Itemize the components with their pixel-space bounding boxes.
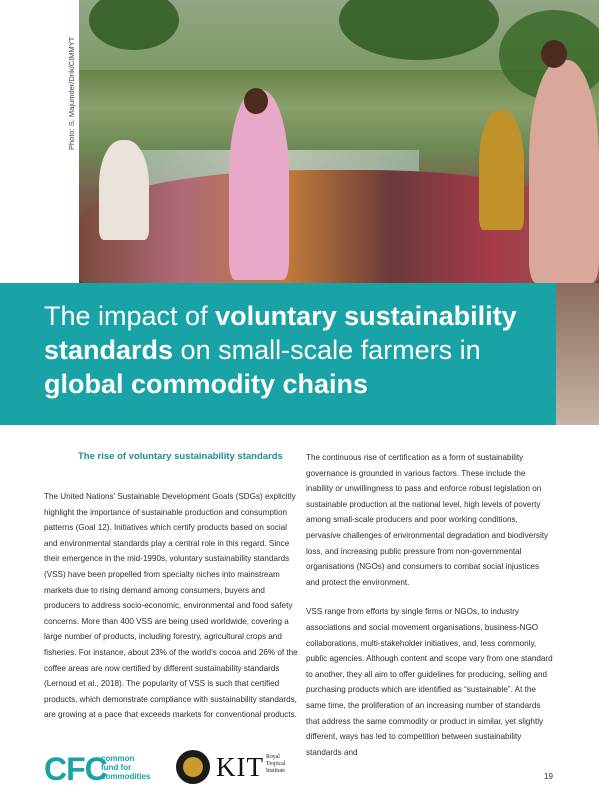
- page-number: 19: [544, 772, 553, 781]
- kit-line: Institute: [266, 768, 285, 774]
- cfc-line: commodities: [101, 772, 151, 781]
- title-part: on small-scale farmers in: [173, 335, 481, 365]
- kit-logo-text: [266, 754, 285, 775]
- photo-speaker: [229, 90, 289, 280]
- cfc-logo-text: [101, 754, 150, 781]
- cfc-logo: CFC: [44, 751, 107, 787]
- kit-line: Tropical: [266, 761, 286, 767]
- kit-seal-icon: [176, 750, 210, 784]
- body-paragraph: The continuous rise of certification as a form of sustainability governance is grounded in various factors. These include the inability or unwillingness to pass and enforce robust legislation on sustainable production at the national level, high levels of poverty among small-scale producers and poor working conditions, pervasive challenges of environmental degradation and biodiversity loss, and increasing public pressure from non-governmental organisations (NGOs) and consumers to combat social injustices and protect the environment.: [306, 453, 549, 587]
- photo-person: [244, 88, 268, 114]
- photo-person: [99, 140, 149, 240]
- section-heading: The rise of voluntary sustainability standards: [78, 451, 283, 462]
- title-bold: global commodity chains: [44, 369, 369, 399]
- photo-person: [479, 110, 524, 230]
- page-title: [44, 299, 544, 401]
- cover-photo: [79, 0, 599, 283]
- photo-edge: [556, 283, 599, 425]
- cfc-line: common: [101, 754, 135, 763]
- body-paragraph: VSS range from efforts by single firms or NGOs, to industry associations and social movement organisations, business-NGO collaborations, multi-stakeholder initiatives, and, less commonly, public agencies. Although content and scope vary from one standard to another, they all aim to offer guidelines for producing, selling and purchasing products which are identified as “sustainable”. At the same time, the proliferation of an increasing number of standards that address the same commodity or product in similar, yet slightly different, ways has led to competition between sustainability standards and: [306, 607, 553, 757]
- kit-logo: KIT: [216, 752, 264, 782]
- right-column: [306, 450, 554, 760]
- left-column: [44, 450, 298, 723]
- title-part: The impact of: [44, 301, 216, 331]
- kit-line: Royal: [266, 754, 280, 760]
- title-band: [0, 283, 556, 425]
- footer: [0, 745, 599, 797]
- photo-person: [529, 60, 599, 283]
- title-bold: voluntary sustainability standards: [44, 301, 517, 365]
- cfc-line: fund for: [101, 763, 132, 772]
- photo-person: [541, 40, 567, 68]
- body-paragraph: The United Nations’ Sustainable Development Goals (SDGs) explicitly highlight the importance of sustainable production and consumption patterns (Goal 12). Initiatives which certify products based on social and environmental standards play a central role in this regard. Since their emergence in the mid-1990s, voluntary sustainability standards (VSS) have been propelled from specialty niches into mainstream markets due to rising demand among consumers, buyers and producers to address socio-economic, environmental and food safety concerns. More than 400 VSS are being used worldwide, covering a large number of products, including forestry, agricultural crops and fisheries. For instance, about 23% of the world’s cocoa and 26% of the coffee areas are now certified by different sustainability standards (Lernoud et al., 2018). The popularity of VSS is such that certified products, which demonstrate compliance with sustainability standards, are growing at a pace that exceeds markets for conventional products.: [44, 492, 298, 720]
- photo-credit: Photo: S. Majumder/Drik/CIMMYT: [67, 36, 76, 150]
